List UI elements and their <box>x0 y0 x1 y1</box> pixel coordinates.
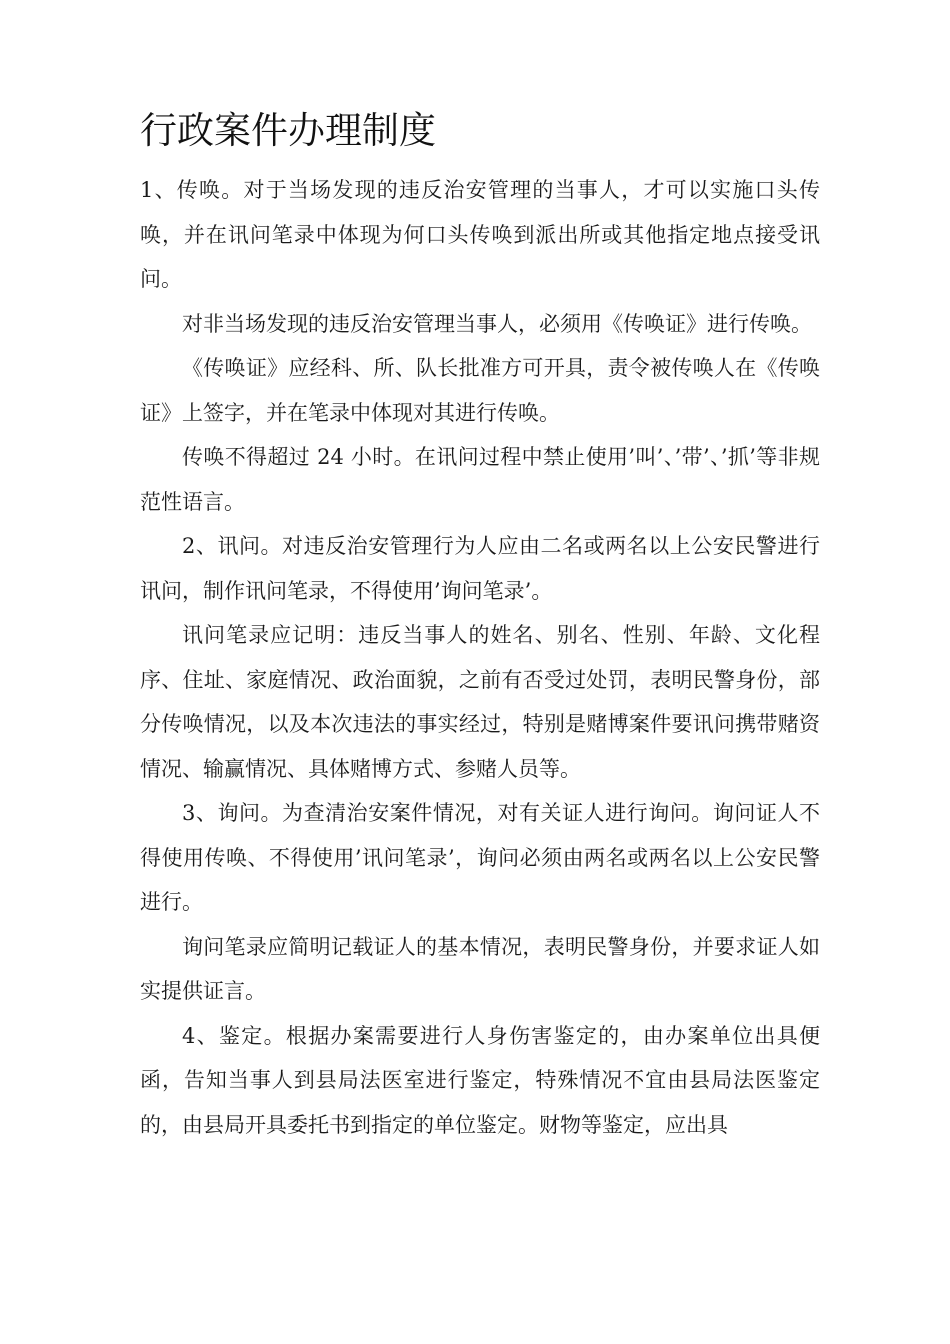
document-body <box>140 168 820 1147</box>
paragraph-summons: 1、传唤。对于当场发现的违反治安管理的当事人，才可以实施口头传唤，并在讯问笔录中体现为何口头传唤到派出所或其他指定地点接受讯问。 <box>140 178 820 291</box>
paragraph-inquiry: 3、询问。为查清治安案件情况，对有关证人进行询问。询问证人不得使用传唤、不得使用’讯问笔录’，询问必须由两名或两名以上公安民警进行。 <box>140 801 820 914</box>
paragraph-interrogation-record: 讯问笔录应记明：违反当事人的姓名、别名、性别、年龄、文化程序、住址、家庭情况、政治面貌，之前有否受过处罚，表明民警身份，部分传唤情况，以及本次违法的事实经过，特别是赌博案件要讯问携带赌资情况、输赢情况、具体赌博方式、参赌人员等。 <box>140 623 820 781</box>
paragraph-inquiry-record: 询问笔录应简明记载证人的基本情况，表明民警身份，并要求证人如实提供证言。 <box>140 934 820 1003</box>
paragraph-interrogation: 2、讯问。对违反治安管理行为人应由二名或两名以上公安民警进行讯问，制作讯问笔录，不得使用’询问笔录’。 <box>140 534 820 603</box>
paragraph-summons-time-limit: 传唤不得超过 24 小时。在讯问过程中禁止使用’叫’、’带’、’抓’等非规范性语言。 <box>140 445 820 514</box>
paragraph-summons-approval: 《传唤证》应经科、所、队长批准方可开具，责令被传唤人在《传唤证》上签字，并在笔录中体现对其进行传唤。 <box>140 356 820 425</box>
document-title: 行政案件办理制度 <box>140 109 436 152</box>
paragraph-appraisal: 4、鉴定。根据办案需要进行人身伤害鉴定的，由办案单位出具便函，告知当事人到县局法医室进行鉴定，特殊情况不宜由县局法医鉴定的，由县局开具委托书到指定的单位鉴定。财物等鉴定，应出具 <box>140 1023 820 1137</box>
paragraph-summons-certificate: 对非当场发现的违反治安管理当事人，必须用《传唤证》进行传唤。 <box>182 311 812 336</box>
